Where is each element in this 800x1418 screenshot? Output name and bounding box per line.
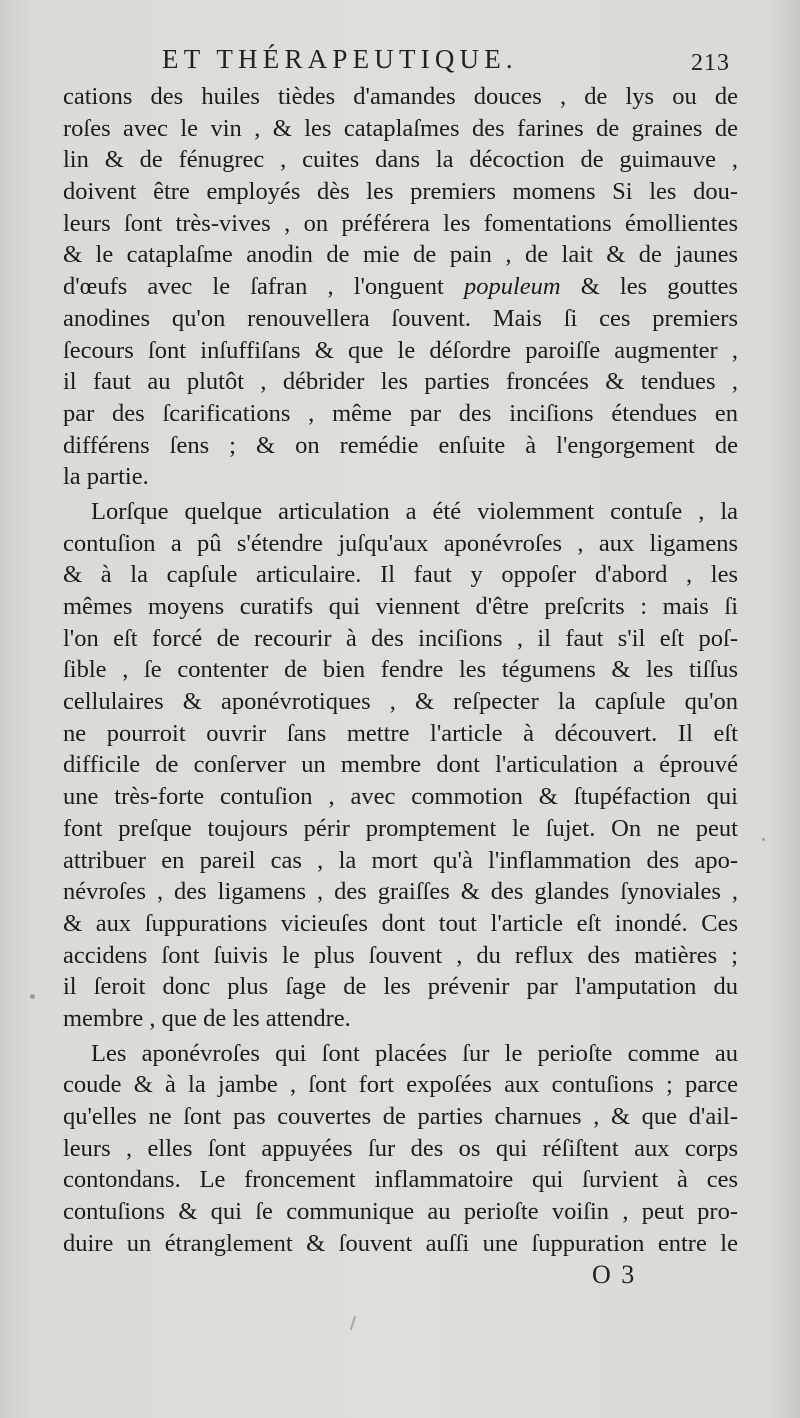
text-line: duire un étranglement & ſouvent auſſi une ſuppuration entre le (63, 1229, 738, 1257)
text-line: cellulaires & aponévrotiques , & reſpecter la capſule qu'on (63, 688, 738, 716)
paragraph-3 (63, 1038, 738, 1260)
text-line: contuſions & qui ſe communique au perioſte voiſin , peut pro- (63, 1198, 738, 1226)
paragraph-2 (63, 496, 738, 1035)
text-line: Les aponévroſes qui ſont placées ſur le perioſte comme au (91, 1039, 738, 1067)
text-line: par des ſcarifications , même par des inciſions étendues en (63, 399, 738, 427)
text-line: l'on eſt forcé de recourir à des inciſions , il faut s'il eſt poſ- (63, 624, 738, 652)
text-line: & aux ſuppurations vicieuſes dont tout l'article eſt inondé. Ces (63, 909, 738, 937)
text-line: névroſes , des ligamens , des graiſſes & des glandes ſynoviales , (63, 878, 738, 906)
latin-term: populeum (463, 273, 561, 301)
text-line: qu'elles ne ſont pas couvertes de parties charnues , & que d'ail- (63, 1103, 738, 1130)
page-header (0, 44, 800, 84)
page-number: 213 (691, 50, 730, 76)
paragraph-1 (63, 81, 738, 493)
running-title: ET THÉRAPEUTIQUE. (162, 44, 518, 74)
text-line: leurs , elles ſont appuyées ſur des os qui réſiſtent aux corps (63, 1134, 738, 1162)
text-line: membre , que de les attendre. (63, 1004, 351, 1032)
text-line: anodines qu'on renouvellera ſouvent. Mais ſi ces premiers (63, 304, 738, 332)
ink-speck (762, 838, 765, 841)
text-line: il faut au plutôt , débrider les parties froncées & tendues , (63, 368, 738, 396)
text-line: contondans. Le froncement inflammatoire qui ſurvient à ces (63, 1166, 738, 1194)
text-line: accidens ſont ſuivis le plus ſouvent , du reflux des matières ; (63, 941, 738, 969)
text-line: contuſion a pû s'étendre juſqu'aux aponévroſes , aux ligamens (63, 529, 738, 557)
text-line: doivent être employés dès les premiers momens Si les dou- (63, 178, 738, 206)
text-line: & à la capſule articulaire. Il faut y oppoſer d'abord , les (63, 561, 738, 589)
text-line: difficile de conſerver un membre dont l'articulation a éprouvé (63, 751, 738, 779)
text-line: attribuer en pareil cas , la mort qu'à l'inflammation des apo- (63, 846, 738, 874)
text-line: Lorſque quelque articulation a été violemment contuſe , la (91, 497, 738, 525)
text-line: ſecours ſont inſuffiſans & que le déſordre paroiſſe augmenter , (63, 336, 738, 364)
text-line: roſes avec le vin , & les cataplaſmes des farines de graines de (63, 114, 738, 142)
text-line: ſible , ſe contenter de bien fendre les tégumens & les tiſſus (63, 656, 738, 684)
text-line: ne pourroit ouvrir ſans mettre l'article à découvert. Il eſt (63, 719, 738, 747)
text-line: cations des huiles tièdes d'amandes douces , de lys ou de (63, 83, 738, 110)
text-line: coude & à la jambe , ſont fort expoſées aux contuſions ; parce (63, 1071, 738, 1099)
text-line: leurs ſont très-vives , on préférera les fomentations émollientes (63, 209, 738, 237)
text-line: font preſque toujours périr promptement le ſujet. On ne peut (63, 814, 738, 842)
text-line: il ſeroit donc plus ſage de les prévenir par l'amputation du (63, 973, 738, 1001)
text-line: différens ſens ; & on remédie enſuite à l'engorgement de (63, 431, 738, 459)
text-line: une très-forte contuſion , avec commotion & ſtupéfaction qui (63, 783, 738, 811)
text-line: & le cataplaſme anodin de mie de pain , de lait & de jaunes (63, 241, 738, 269)
text-line: d'œufs avec le ſafran , l'onguent populeum & les gouttes (63, 273, 738, 301)
text-line: lin & de fénugrec , cuites dans la décoction de guimauve , (63, 146, 738, 174)
paper-scratch (350, 1316, 356, 1330)
text-line: la partie. (63, 463, 149, 491)
body-text (63, 81, 738, 1259)
text-line: mêmes moyens curatifs qui viennent d'être preſcrits : mais ſi (63, 593, 738, 620)
ink-speck (30, 994, 35, 999)
signature-mark: O 3 (592, 1260, 637, 1289)
